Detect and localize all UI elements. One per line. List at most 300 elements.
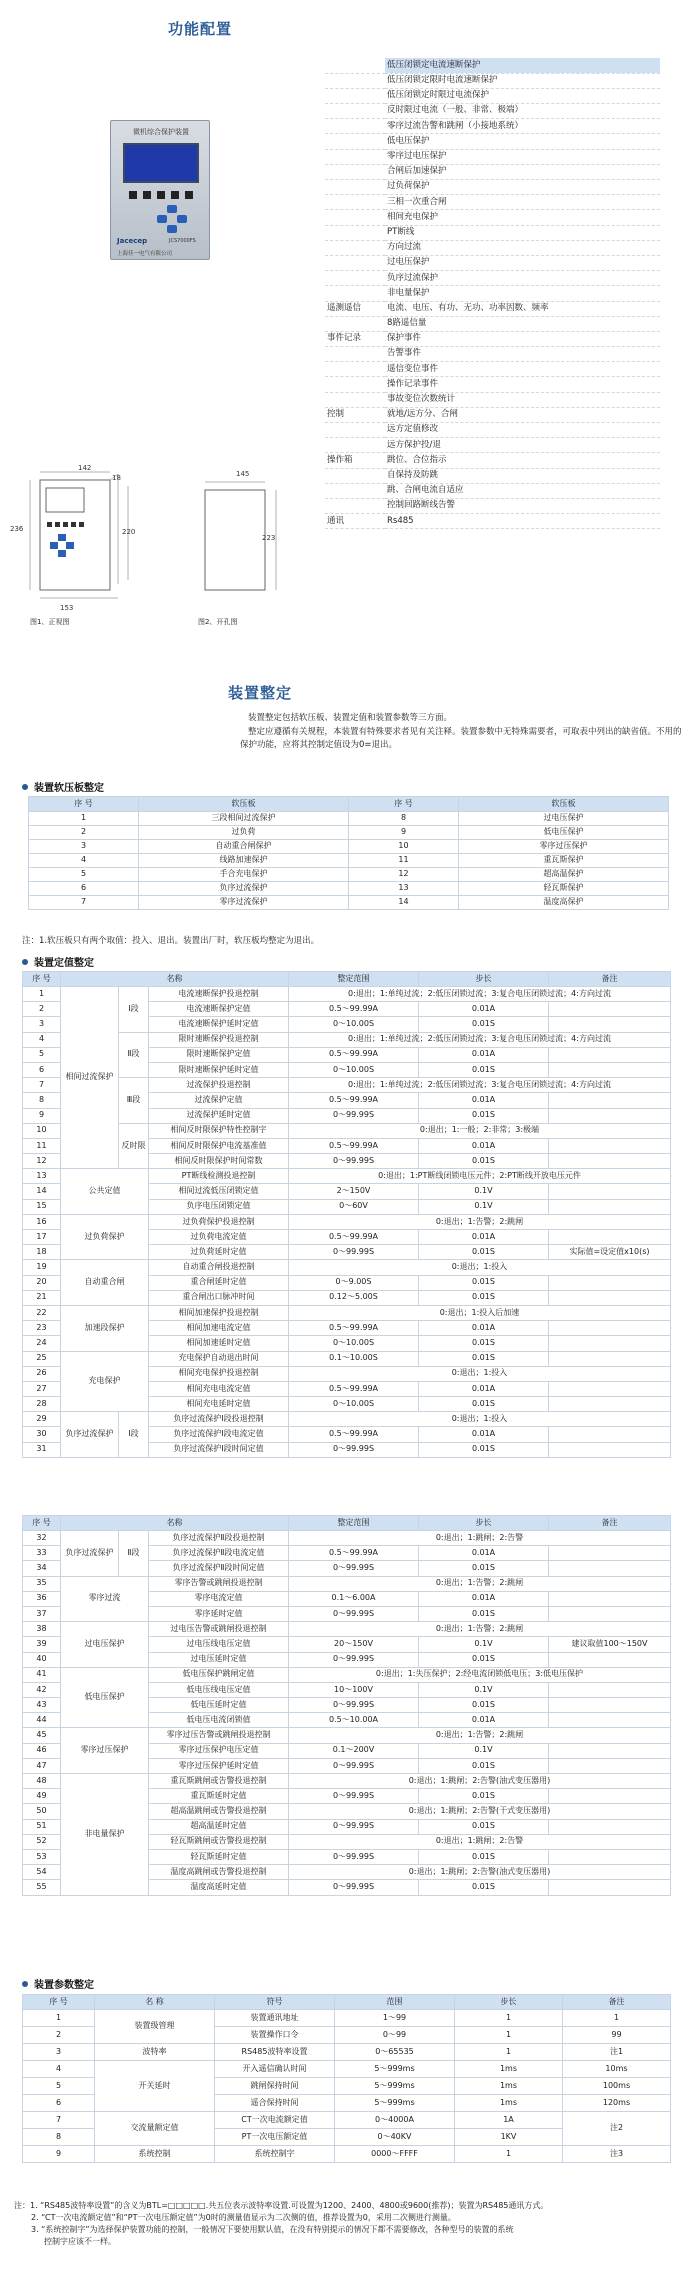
cell-range: 0～4000A	[335, 2112, 455, 2129]
cell-no: 49	[23, 1789, 61, 1804]
cell-range: 0.1～200V	[289, 1743, 419, 1758]
params-note-1: 注：1. “RS485波特率设置”的含义为BTL=□□□□□.共五位表示波特率设置.可设置为1200、2400、4800或9600(推荐)；装置为RS485通讯方式。	[14, 2201, 549, 2210]
group-label: 系统控制	[95, 2146, 215, 2163]
cell-range: 1～99	[335, 2010, 455, 2027]
feature-item: 低电压保护	[385, 134, 660, 149]
cell-no: 18	[23, 1245, 61, 1260]
cell-range: 0:退出；1:投入	[289, 1366, 671, 1381]
cell-name: 相间充电保护投退控制	[149, 1366, 289, 1381]
feature-item: 自保持及防跳	[385, 468, 660, 483]
cell-step: 0.01S	[419, 1880, 549, 1895]
cell-range: 0:退出；1:跳闸；2:告警	[289, 1531, 671, 1546]
indicator-leds	[129, 191, 193, 199]
table-row	[29, 896, 669, 910]
cell-note	[549, 1561, 671, 1576]
cell-no: 33	[23, 1546, 61, 1561]
cell-range: 0～10.00S	[289, 1062, 419, 1077]
cell-note	[549, 1880, 671, 1895]
cell-no: 34	[23, 1561, 61, 1576]
cell-name: 轻瓦斯延时定值	[149, 1849, 289, 1864]
cell-note	[549, 1682, 671, 1697]
cell-step: 0.01A	[419, 1138, 549, 1153]
cell-name: 相间加速保护投退控制	[149, 1305, 289, 1320]
cell-no: 40	[23, 1652, 61, 1667]
cell-note	[549, 1336, 671, 1351]
cell-name: 限时速断保护投退控制	[149, 1032, 289, 1047]
group-label: 负序过流保护	[61, 1531, 119, 1577]
feature-row	[325, 119, 660, 134]
col-no: 序 号	[23, 1995, 95, 2010]
cell-step: 1ms	[455, 2061, 563, 2078]
cell-no: 46	[23, 1743, 61, 1758]
cell-note	[549, 1713, 671, 1728]
cell-plate-2: 轻瓦斯保护	[459, 882, 669, 896]
feature-list	[325, 58, 660, 529]
group-label: 低电压保护	[61, 1667, 149, 1728]
cell-note	[549, 1698, 671, 1713]
cell-range: 0:退出；1:告警；2:跳闸	[289, 1214, 671, 1229]
cell-name: 充电保护自动退出时间	[149, 1351, 289, 1366]
soft-note: 注：1.软压板只有两个取值：投入、退出。装置出厂时，软压板均整定为退出。	[22, 936, 320, 946]
cell-range: 0～99.99S	[289, 1819, 419, 1834]
cell-no: 2	[23, 2027, 95, 2044]
feature-category	[325, 119, 385, 134]
cell-no: 1	[23, 987, 61, 1002]
group-label: 波特率	[95, 2044, 215, 2061]
cell-no: 42	[23, 1682, 61, 1697]
feature-item: 远方定值修改	[385, 423, 660, 438]
cell-no: 6	[23, 1062, 61, 1077]
dim-height-front: 236	[10, 525, 24, 533]
cell-name: 低电压保护跳闸定值	[149, 1667, 289, 1682]
table-row	[29, 826, 669, 840]
cell-no: 27	[23, 1381, 61, 1396]
group-label: 交流量额定值	[95, 2112, 215, 2146]
col-note: 备注	[563, 1995, 671, 2010]
cell-note	[549, 1351, 671, 1366]
soft-title: 装置软压板整定	[22, 779, 104, 794]
feature-item: 跳位、合位指示	[385, 453, 660, 468]
cell-note	[549, 1546, 671, 1561]
cell-step: 0.1V	[419, 1682, 549, 1697]
feature-category: 遥测遥信	[325, 301, 385, 316]
cell-plate-2: 超高温保护	[459, 868, 669, 882]
table-row	[23, 1351, 671, 1366]
feature-category	[325, 240, 385, 255]
feature-category	[325, 392, 385, 407]
cell-symbol: 装置通讯地址	[215, 2010, 335, 2027]
cell-no: 50	[23, 1804, 61, 1819]
table-row	[23, 2044, 671, 2061]
cell-note	[549, 1606, 671, 1621]
cell-no: 6	[23, 2095, 95, 2112]
cell-note	[549, 1275, 671, 1290]
cell-no: 2	[23, 1002, 61, 1017]
cell-no: 52	[23, 1834, 61, 1849]
feature-row	[325, 453, 660, 468]
table-row	[23, 1169, 671, 1184]
cell-range: 0～10.00S	[289, 1397, 419, 1412]
cell-no: 7	[29, 896, 139, 910]
cell-step: 0.01S	[419, 1606, 549, 1621]
feature-category	[325, 104, 385, 119]
dim-depth: 18	[112, 474, 121, 482]
cell-name: 低电压线电压定值	[149, 1682, 289, 1697]
cell-range: 0.5～99.99A	[289, 1230, 419, 1245]
table-row	[23, 1214, 671, 1229]
cell-name: 过电压告警或跳闸投退控制	[149, 1622, 289, 1637]
cell-name: 轻瓦斯跳闸或告警投退控制	[149, 1834, 289, 1849]
cell-note	[549, 1062, 671, 1077]
feature-item: 过负荷保护	[385, 180, 660, 195]
front-view-drawing	[10, 460, 210, 640]
table-row	[23, 2061, 671, 2078]
col-plate: 软压板	[139, 797, 349, 812]
dim-inner-height: 220	[122, 528, 136, 536]
cell-name: 电流速断保护投退控制	[149, 987, 289, 1002]
table-row	[23, 1576, 671, 1591]
cell-no: 44	[23, 1713, 61, 1728]
cell-range: 0～99.99S	[289, 1652, 419, 1667]
table-row	[29, 840, 669, 854]
cell-symbol: RS485波特率设置	[215, 2044, 335, 2061]
cell-name: 相间充电电流定值	[149, 1381, 289, 1396]
cell-range: 0:退出；1:跳闸；2:告警(油式变压器用)	[289, 1865, 671, 1880]
cell-name: 重瓦斯延时定值	[149, 1789, 289, 1804]
cell-step: 0.01A	[419, 1321, 549, 1336]
feature-row	[325, 301, 660, 316]
cell-no: 29	[23, 1412, 61, 1427]
cell-no: 41	[23, 1667, 61, 1682]
cell-note	[549, 1397, 671, 1412]
cell-no: 36	[23, 1591, 61, 1606]
feature-item: 合闸后加速保护	[385, 164, 660, 179]
feature-row	[325, 347, 660, 362]
segment-label: Ⅲ段	[119, 1078, 149, 1124]
feature-row	[325, 255, 660, 270]
group-label: 过电压保护	[61, 1622, 149, 1668]
cell-name: 负序电压闭锁定值	[149, 1199, 289, 1214]
cell-step: 0.01A	[419, 1713, 549, 1728]
cell-no: 1	[23, 2010, 95, 2027]
feature-category	[325, 164, 385, 179]
table-row	[23, 1123, 671, 1138]
cell-name: 负序过流保护Ⅰ段电流定值	[149, 1427, 289, 1442]
cell-range: 0.5～99.99A	[289, 1381, 419, 1396]
feature-row	[325, 514, 660, 529]
cell-no-2: 13	[349, 882, 459, 896]
cell-note: 注1	[563, 2044, 671, 2061]
feature-row	[325, 58, 660, 73]
feature-item: 远方保护投/退	[385, 438, 660, 453]
group-label: 充电保护	[61, 1351, 149, 1412]
cell-step: 0.01S	[419, 1652, 549, 1667]
fixed-value-table-1	[22, 971, 671, 1458]
cell-step: 0.01A	[419, 1002, 549, 1017]
feature-row	[325, 149, 660, 164]
feature-item: 零序过电压保护	[385, 149, 660, 164]
cell-note	[549, 1108, 671, 1123]
cell-range: 0～99.99S	[289, 1606, 419, 1621]
cell-note	[549, 1154, 671, 1169]
cell-name: 零序过压告警或跳闸投退控制	[149, 1728, 289, 1743]
feature-item: 保护事件	[385, 331, 660, 346]
feature-category: 控制	[325, 407, 385, 422]
cell-name: 零序过压保护延时定值	[149, 1758, 289, 1773]
cell-range: 0:退出；1:投入	[289, 1412, 671, 1427]
cell-plate-2: 重瓦斯保护	[459, 854, 669, 868]
soft-plate-table	[28, 796, 669, 910]
cell-range: 0:退出；1:单纯过流；2:低压闭锁过流；3:复合电压闭锁过流；4:方向过流	[289, 1078, 671, 1093]
feature-item: 控制回路断线告警	[385, 498, 660, 513]
table-row	[29, 812, 669, 826]
cell-name: 相间反时限保护电流基准值	[149, 1138, 289, 1153]
cell-no-2: 9	[349, 826, 459, 840]
cell-range: 0～65535	[335, 2044, 455, 2061]
feature-category	[325, 316, 385, 331]
cell-range: 0:退出；1:失压保护；2:经电流闭锁低电压；3:低电压保护	[289, 1667, 671, 1682]
feature-item: 低压闭锁定时限过电流保护	[385, 88, 660, 103]
cell-range: 0～60V	[289, 1199, 419, 1214]
cell-no: 37	[23, 1606, 61, 1621]
feature-row	[325, 180, 660, 195]
params-table	[22, 1994, 671, 2163]
cell-no: 1	[29, 812, 139, 826]
feature-row	[325, 468, 660, 483]
cell-range: 0:退出；1:单纯过流；2:低压闭锁过流；3:复合电压闭锁过流；4:方向过流	[289, 987, 671, 1002]
cell-step: 0.01S	[419, 1789, 549, 1804]
feature-category: 操作箱	[325, 453, 385, 468]
feature-item: 告警事件	[385, 347, 660, 362]
device-model: JCS7000FS	[169, 238, 196, 244]
cell-note: 注2	[563, 2112, 671, 2146]
feature-item: 低压闭锁定限时电流速断保护	[385, 73, 660, 88]
cell-no: 28	[23, 1397, 61, 1412]
cell-plate: 线路加速保护	[139, 854, 349, 868]
feature-category	[325, 423, 385, 438]
cell-name: 限时速断保护定值	[149, 1047, 289, 1062]
feature-row	[325, 286, 660, 301]
feature-row	[325, 134, 660, 149]
cell-note: 99	[563, 2027, 671, 2044]
cell-note	[549, 1002, 671, 1017]
feature-category	[325, 377, 385, 392]
cell-note	[549, 1758, 671, 1773]
col-range: 整定范围	[289, 1516, 419, 1531]
cell-range: 0～99.99S	[289, 1154, 419, 1169]
cell-no-2: 11	[349, 854, 459, 868]
cell-range: 0～99.99S	[289, 1789, 419, 1804]
cell-no: 6	[29, 882, 139, 896]
cell-range: 5～999ms	[335, 2095, 455, 2112]
table-row	[29, 882, 669, 896]
params-note-2: 2. “CT一次电流额定值”和“PT一次电压额定值”为0时的测量值显示为二次侧的值，推荐设置为0，采用二次侧进行测量。	[31, 2213, 456, 2222]
table-row	[29, 854, 669, 868]
cell-name: 重合闸出口脉冲时间	[149, 1290, 289, 1305]
cell-range: 5～999ms	[335, 2061, 455, 2078]
cell-no: 9	[23, 1108, 61, 1123]
cell-note	[549, 1290, 671, 1305]
table-row	[29, 868, 669, 882]
feature-category	[325, 286, 385, 301]
feature-category	[325, 438, 385, 453]
cell-range: 0:退出；1:跳闸；2:告警(油式变压器用)	[289, 1774, 671, 1789]
cell-no: 3	[29, 840, 139, 854]
cell-range: 0～10.00S	[289, 1017, 419, 1032]
cell-range: 0.5～99.99A	[289, 1047, 419, 1062]
cell-name: 自动重合闸投退控制	[149, 1260, 289, 1275]
cell-step: 0.01S	[419, 1245, 549, 1260]
group-label: 加速段保护	[61, 1305, 149, 1351]
table-row	[23, 1032, 671, 1047]
group-label: 自动重合闸	[61, 1260, 149, 1306]
col-symbol: 符号	[215, 1995, 335, 2010]
cell-no: 14	[23, 1184, 61, 1199]
cell-range: 0:退出；1:投入后加速	[289, 1305, 671, 1320]
cell-range: 0.5～99.99A	[289, 1427, 419, 1442]
cell-name: 过负荷保护投退控制	[149, 1214, 289, 1229]
cell-name: 相间反时限保护时间常数	[149, 1154, 289, 1169]
cell-range: 0000～FFFF	[335, 2146, 455, 2163]
cell-step: 0.1V	[419, 1743, 549, 1758]
segment-label: 反时限	[119, 1123, 149, 1169]
table-row	[23, 1260, 671, 1275]
cell-name: 零序延时定值	[149, 1606, 289, 1621]
cell-range: 0.5～99.99A	[289, 1093, 419, 1108]
col-no: 序 号	[23, 972, 61, 987]
cell-plate-2: 过电压保护	[459, 812, 669, 826]
cell-symbol: 装置操作口令	[215, 2027, 335, 2044]
feature-row	[325, 73, 660, 88]
cell-range: 0～9.00S	[289, 1275, 419, 1290]
col-step: 步长	[419, 1516, 549, 1531]
feature-item: 反时限过电流（一般、非常、极端）	[385, 104, 660, 119]
segment-label: Ⅰ段	[119, 1412, 149, 1458]
feature-category	[325, 498, 385, 513]
cell-symbol: CT一次电流额定值	[215, 2112, 335, 2129]
feature-category	[325, 195, 385, 210]
cell-name: 负序过流保护Ⅱ段投退控制	[149, 1531, 289, 1546]
table-row	[23, 2010, 671, 2027]
cell-no-2: 12	[349, 868, 459, 882]
params-note-4: 控制字应该不一样。	[44, 2237, 116, 2246]
dim-cutout-height: 223	[262, 534, 276, 542]
cell-range: 2～150V	[289, 1184, 419, 1199]
cell-note: 注3	[563, 2146, 671, 2163]
cell-no-2: 8	[349, 812, 459, 826]
cell-step: 0.01S	[419, 1017, 549, 1032]
table-row	[23, 987, 671, 1002]
cell-name: 低电压延时定值	[149, 1698, 289, 1713]
feature-item: 零序过流告警和跳闸（小接地系统）	[385, 119, 660, 134]
cell-range: 0～99.99S	[289, 1880, 419, 1895]
cell-no: 25	[23, 1351, 61, 1366]
cell-step: 0.01A	[419, 1230, 549, 1245]
col-name: 名称	[61, 1516, 289, 1531]
cell-no: 47	[23, 1758, 61, 1773]
cell-name: 温度高跳闸或告警投退控制	[149, 1865, 289, 1880]
table-row	[23, 1774, 671, 1789]
cell-name: 过负荷延时定值	[149, 1245, 289, 1260]
cell-name: 相间反时限保护特性控制字	[149, 1123, 289, 1138]
feature-item: 跳、合闸电流自适应	[385, 483, 660, 498]
feature-row	[325, 225, 660, 240]
cell-name: PT断线检测投退控制	[149, 1169, 289, 1184]
cell-plate: 过负荷	[139, 826, 349, 840]
feature-row	[325, 377, 660, 392]
cell-step: 1ms	[455, 2095, 563, 2112]
cell-range: 0.5～99.99A	[289, 1138, 419, 1153]
cell-no: 54	[23, 1865, 61, 1880]
cell-no: 17	[23, 1230, 61, 1245]
cell-step: 0.01S	[419, 1758, 549, 1773]
col-plate-2: 软压板	[459, 797, 669, 812]
feature-item: 就地/远方分、合闸	[385, 407, 660, 422]
feature-row	[325, 362, 660, 377]
cell-symbol: 遥合保持时间	[215, 2095, 335, 2112]
feature-row	[325, 392, 660, 407]
cell-step: 0.1V	[419, 1184, 549, 1199]
feature-row	[325, 423, 660, 438]
settings-intro-2: 整定应遵循有关规程，本装置有特殊要求者见有关注释。装置参数中无特殊需要者，可取表中列出的缺省值。不用的保护功能，应将其控制定值设为0=退出。	[240, 727, 682, 750]
cell-note	[549, 1138, 671, 1153]
cell-step: 0.1V	[419, 1637, 549, 1652]
cell-no: 30	[23, 1427, 61, 1442]
cell-range: 0.5～99.99A	[289, 1002, 419, 1017]
group-label: 相间过流保护	[61, 987, 119, 1169]
lcd-screen	[123, 143, 199, 183]
group-label: 零序过压保护	[61, 1728, 149, 1774]
col-no: 序 号	[29, 797, 139, 812]
cell-step: 0.01S	[419, 1819, 549, 1834]
cell-step: 0.01A	[419, 1546, 549, 1561]
col-step: 步长	[419, 972, 549, 987]
cell-name: 过电压延时定值	[149, 1652, 289, 1667]
device-photo	[110, 120, 210, 260]
settings-intro-1: 装置整定包括软压板、装置定值和装置参数等三方面。	[248, 713, 453, 723]
cell-note	[549, 1743, 671, 1758]
cell-name: 相间加速延时定值	[149, 1336, 289, 1351]
device-company: 上海佳一电气有限公司	[117, 251, 173, 257]
feature-item: 8路遥信量	[385, 316, 660, 331]
cell-step: 0.01S	[419, 1698, 549, 1713]
cell-no: 10	[23, 1123, 61, 1138]
dim-width-front: 142	[78, 464, 92, 472]
cell-plate: 手合充电保护	[139, 868, 349, 882]
table-row	[23, 2146, 671, 2163]
cell-step: 0.01A	[419, 1093, 549, 1108]
device-brand: Jacecep	[117, 237, 148, 245]
cell-no: 26	[23, 1366, 61, 1381]
col-step: 步长	[455, 1995, 563, 2010]
feature-category	[325, 88, 385, 103]
feature-row	[325, 240, 660, 255]
params-title: 装置参数整定	[22, 1976, 94, 1991]
cell-range: 0～99.99S	[289, 1698, 419, 1713]
cell-name: 零序告警或跳闸投退控制	[149, 1576, 289, 1591]
cell-range: 0:退出；1:跳闸；2:告警(干式变压器用)	[289, 1804, 671, 1819]
cell-name: 电流速断保护定值	[149, 1002, 289, 1017]
feature-row	[325, 195, 660, 210]
cell-plate: 三段相间过流保护	[139, 812, 349, 826]
cell-name: 负序过流保护Ⅱ段电流定值	[149, 1546, 289, 1561]
cell-range: 0:退出；1:告警；2:跳闸	[289, 1576, 671, 1591]
group-label: 过负荷保护	[61, 1214, 149, 1260]
feature-row	[325, 438, 660, 453]
cell-name: 过电压线电压定值	[149, 1637, 289, 1652]
cell-note	[549, 1093, 671, 1108]
col-note: 备注	[549, 972, 671, 987]
